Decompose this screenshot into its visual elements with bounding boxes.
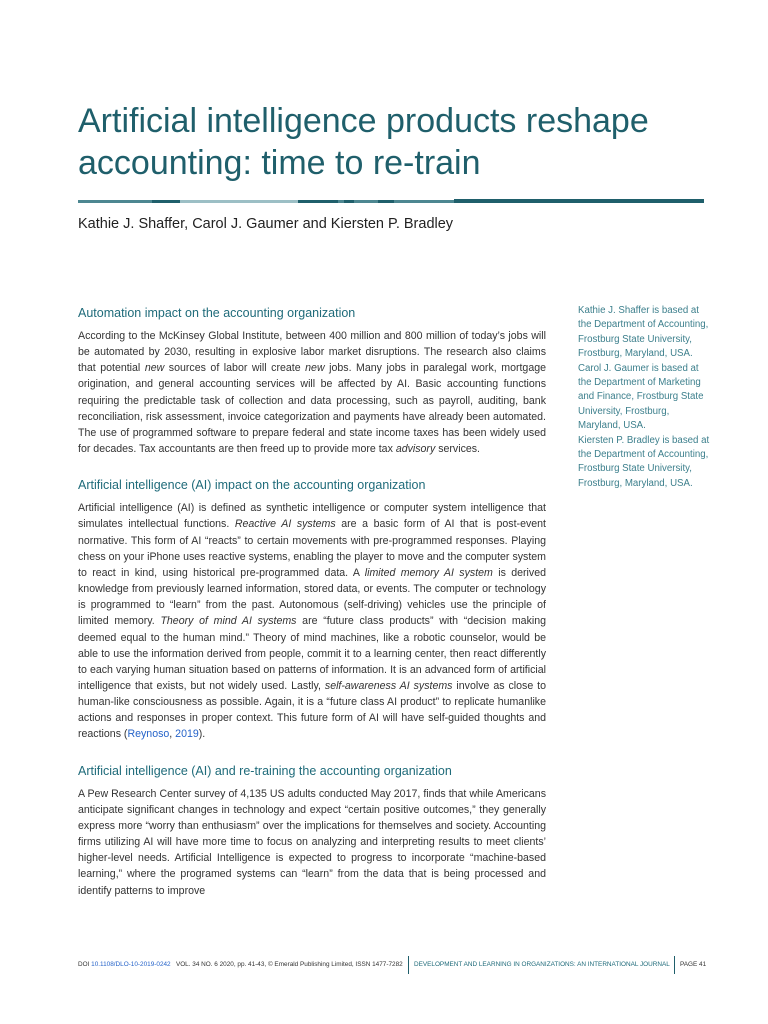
main-body (78, 305, 546, 899)
author-affiliations (578, 304, 712, 491)
section-heading-ai-impact: Artificial intelligence (AI) impact on the accounting organization (78, 478, 426, 493)
article-title: Artificial intelligence products reshape accounting: time to re-train (78, 102, 649, 182)
author-list: Kathie J. Shaffer, Carol J. Gaumer and Kiersten P. Bradley (78, 216, 454, 232)
affiliation-shaffer: Kathie J. Shaffer is based at the Department of Accounting, Frostburg State University, Frostburg, Maryland, USA. (578, 305, 709, 360)
footer-separator (408, 956, 409, 974)
section-heading-automation: Automation impact on the accounting organization (78, 306, 356, 320)
affiliation-gaumer: Carol J. Gaumer is based at the Department of Marketing and Finance, Frostburg State University, Frostburg, Maryland, USA. (578, 362, 704, 432)
title-decorative-rule (78, 198, 704, 204)
section-heading-retraining: Artificial intelligence (AI) and re-training the accounting organization (78, 763, 452, 778)
citation-link-reynoso[interactable]: Reynoso (127, 728, 170, 741)
footer-journal: DEVELOPMENT AND LEARNING IN ORGANIZATIONS: AN INTERNATIONAL JOURNAL (414, 961, 670, 968)
citation-link-year[interactable]: 2019 (175, 728, 199, 741)
footer-separator (674, 956, 675, 974)
paragraph-retraining: A Pew Research Center survey of 4,135 US adults conducted May 2017, finds that while Americans anticipate significant changes in technology and expect “certain positive outcomes,” they generally express more “worry than enthusiasm” over the implications for themselves and society. Accounting firms utilizing AI will have more time to focus on analyzing and interpreting results to meet clients’ higher-level needs. Artificial Intelligence is expected to progress to incorporate “machine-based learning,” where the programed systems can “learn” from the data that is being processed and identify patterns to improve (78, 787, 546, 897)
paragraph-ai-impact: Artificial intelligence (AI) is defined as synthetic intelligence or computer system intelligence that simulates intellectual functions. Reactive AI systems are a basic form of AI that is post-event normative. This form of AI “reacts” to certain movements with pre-programmed responses. Playing chess on your iPhone uses reactive systems, enabling the player to move and the computer system to react in kind, using historical pre-programmed data. A limited memory AI system is derived knowledge from previously learned information, stored data, or events. The computer or technology is programmed to “learn” from the past. Autonomous (self-driving) vehicles use the principle of limited memory. Theory of mind AI systems are “future class products” with “decision making deemed equal to the human mind.” Theory of mind machines, like a robotic counselor, would be able to use the information derived from people, commit it to a learning center, then react differently to each varying human situation based on patterns of information. It is an advanced form of artificial intelligence that exists, but not widely used. Lastly, self-awareness AI systems involve as close to human-like consciousness as possible. Again, it is a “future class AI product” to replicate humanlike actions and responses in proper context. This future form of AI will have self-guided thoughts and reactions (Reynoso, 2019). (78, 502, 546, 741)
footer-citation: DOI 10.1108/DLO-10-2019-0242 VOL. 34 NO. 6 2020, pp. 41-43, © Emerald Publishing Limited, ISSN 1477-7282 (78, 961, 403, 968)
doi-link[interactable]: 10.1108/DLO-10-2019-0242 (91, 961, 171, 968)
affiliation-bradley: Kiersten P. Bradley is based at the Department of Accounting, Frostburg State University, Frostburg, Maryland, USA. (578, 434, 710, 489)
page-footer (78, 956, 708, 972)
paragraph-automation: According to the McKinsey Global Institute, between 400 million and 800 million of today’s jobs will be automated by 2030, resulting in explosive labor market disruptions. The research also claims that potential new sources of labor will create new jobs. Many jobs in paralegal work, mortgage origination, and general accounting services will be affected by AI. Basic accounting functions requiring the predictable task of collection and data processing, such as payroll, auditing, bank reconciliation, risk assessment, invoice categorization and payments have already been automated. The use of programmed software to prepare federal and state income taxes has been widely used for decades. Tax accountants are then freed up to provide more tax advisory services. (78, 330, 547, 456)
page-number: PAGE 41 (680, 961, 707, 968)
